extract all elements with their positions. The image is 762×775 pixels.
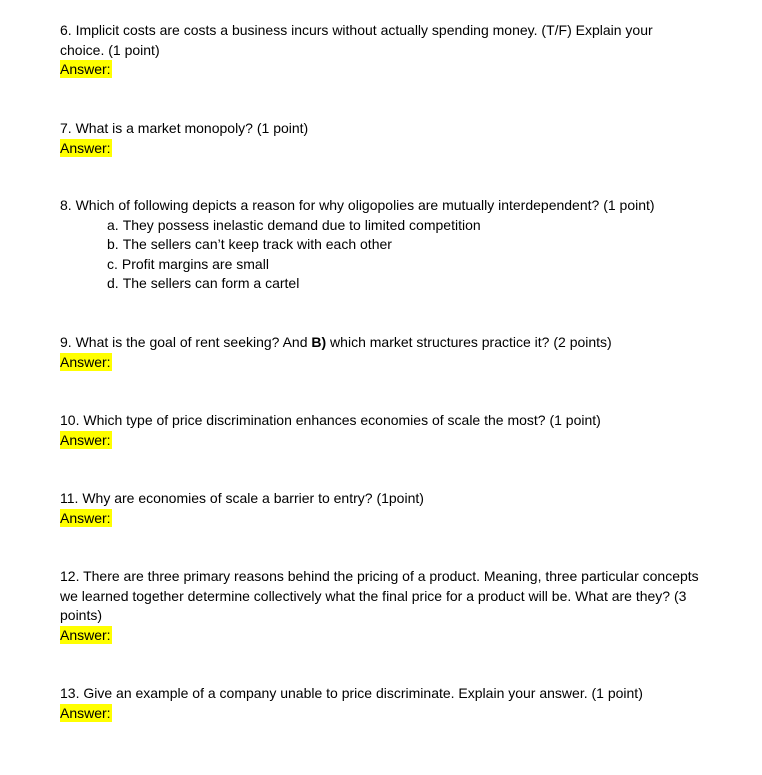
question-12-answer-label: Answer: [60,626,111,643]
question-10 [60,411,700,450]
option-b: b. The sellers can’t keep track with each other [107,236,392,252]
option-a: a. They possess inelastic demand due to limited competition [107,216,481,233]
question-12-text: 12. There are three primary reasons behind the pricing of a product. Meaning, three particular concepts we learned together determine collectively what the final price for a product will be. What are they? (3 points) [60,568,699,623]
question-9-bold-part: B) [311,334,327,350]
question-8-options [60,216,700,294]
question-13 [60,684,700,723]
question-11-text: 11. Why are economies of scale a barrier to entry? (1point) [60,490,424,506]
question-6-answer-label: Answer: [60,61,111,77]
question-6 [60,21,700,80]
question-7 [60,119,700,158]
question-11-answer-label: Answer: [60,509,111,526]
question-12 [60,567,700,645]
question-7-answer-label: Answer: [60,139,111,156]
question-10-text: 10. Which type of price discrimination enhances economies of scale the most? (1 point) [60,412,601,428]
question-8 [60,196,700,294]
question-9-answer-label: Answer: [60,353,111,370]
question-9 [60,333,700,372]
question-6-text: 6. Implicit costs are costs a business incurs without actually spending money. (T/F) Explain your choice. (1 point) [60,22,653,58]
option-d: d. The sellers can form a cartel [107,275,300,291]
question-13-answer-label: Answer: [60,704,111,721]
question-13-text: 13. Give an example of a company unable to price discriminate. Explain your answer. (1 point) [60,685,643,701]
question-9-text: 9. What is the goal of rent seeking? And B) which market structures practice it? (2 points) [60,334,612,350]
option-c: c. Profit margins are small [107,255,269,272]
question-7-text: 7. What is a market monopoly? (1 point) [60,120,309,136]
question-11 [60,489,700,528]
question-10-answer-label: Answer: [60,431,111,448]
question-8-text: 8. Which of following depicts a reason for why oligopolies are mutually interdependent? (1 point) [60,197,655,213]
